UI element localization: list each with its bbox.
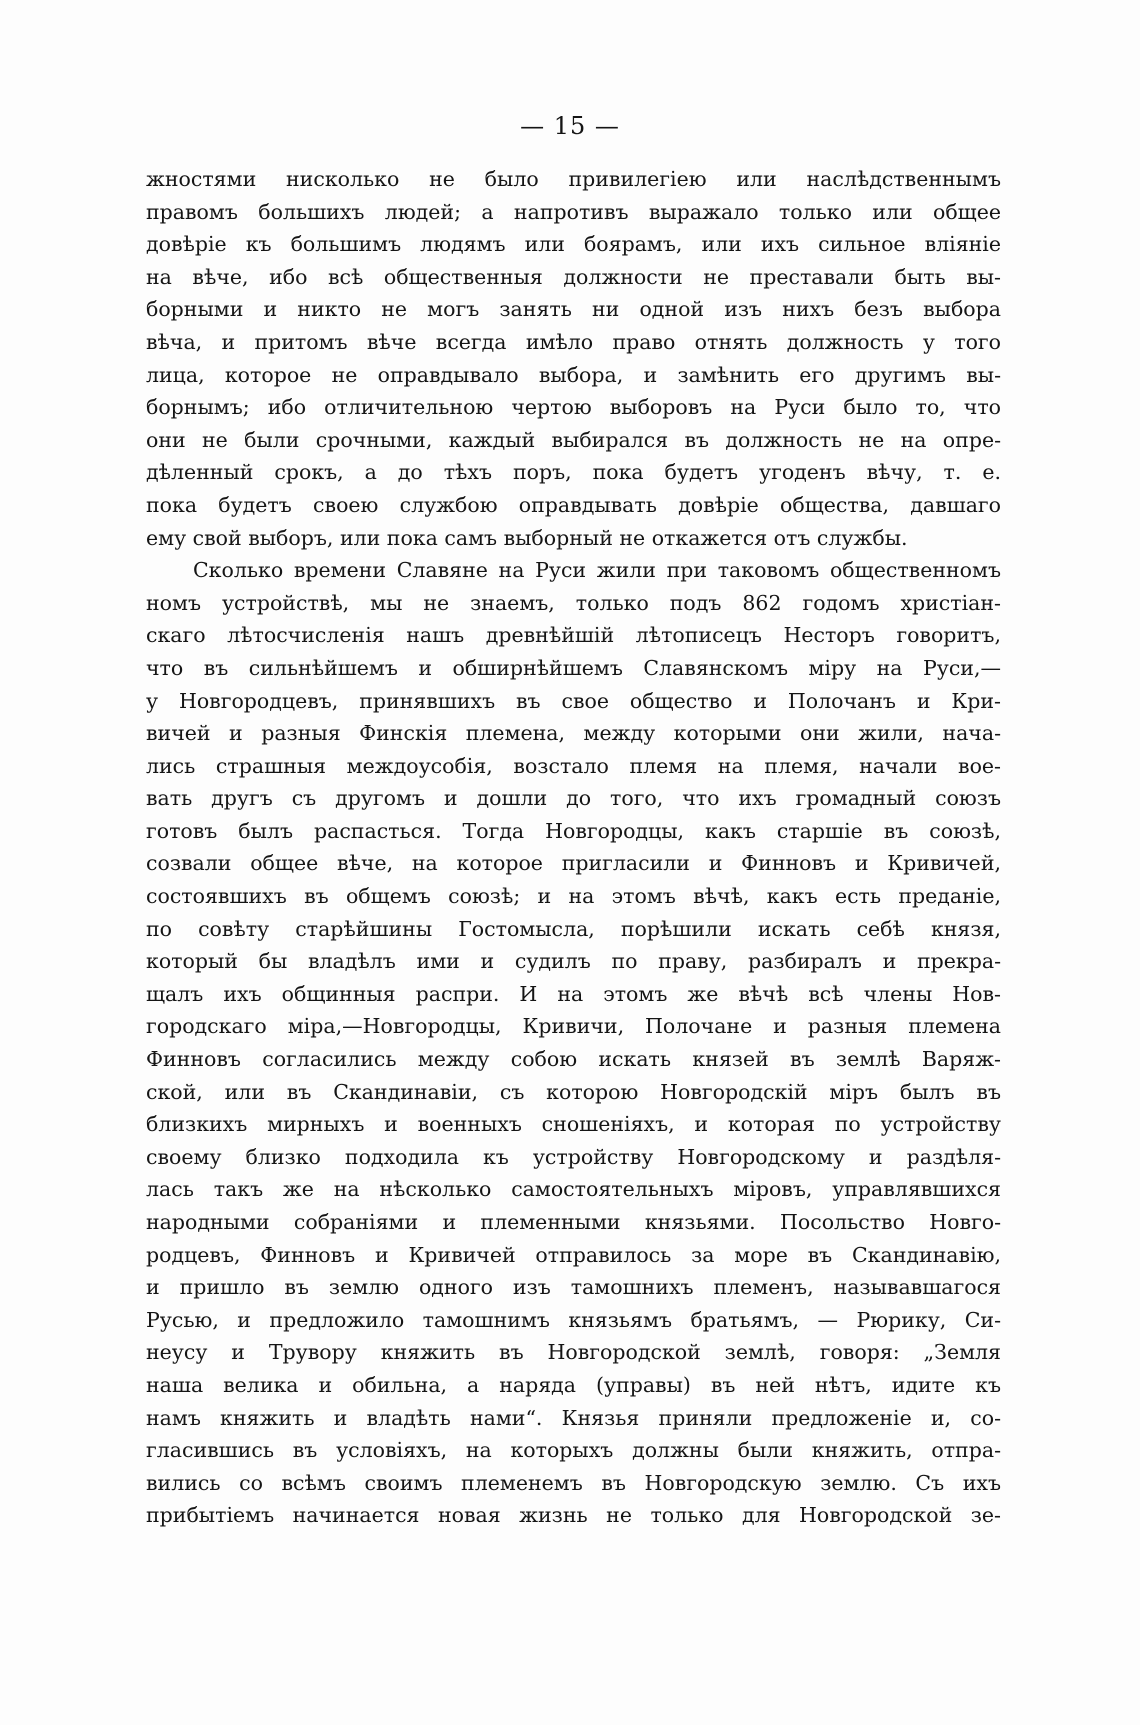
text-line: близкихъ мирныхъ и военныхъ сношеніяхъ, и которая по устройству [146, 1112, 1001, 1137]
text-line: довѣріе къ большимъ людямъ или боярамъ, или ихъ сильное вліяніе [146, 232, 1001, 257]
text-line: вичей и разныя Финскія племена, между которыми они жили, нача- [146, 721, 1001, 746]
text-line: по совѣту старѣйшины Гостомысла, порѣшили искать себѣ князя, [146, 916, 1001, 941]
text-line: жностями нисколько не было привилегіею или наслѣдственнымъ [146, 167, 1001, 191]
text-line: вѣча, и притомъ вѣче всегда имѣло право отнять должность у того [146, 329, 1001, 354]
text-line: лась такъ же на нѣсколько самостоятельныхъ міровъ, управлявшихся [146, 1177, 1001, 1202]
text-line: народными собраніями и племенными князьями. Посольство Новго- [146, 1210, 1001, 1234]
text-line: вать другъ съ другомъ и дошли до того, что ихъ громадный союзъ [146, 786, 1001, 811]
body-text [146, 163, 1001, 1532]
text-line: Финновъ согласились между собою искать князей въ землѣ Варяж- [146, 1047, 1001, 1072]
text-line: щалъ ихъ общинныя распри. И на этомъ же вѣчѣ всѣ члены Нов- [146, 981, 1001, 1006]
text-line: который бы владѣлъ ими и судилъ по праву, разбиралъ и прекра- [146, 949, 1001, 974]
text-line: гласившись въ условіяхъ, на которыхъ должны были княжить, отпра- [146, 1438, 1001, 1463]
text-line: состоявшихъ въ общемъ союзѣ; и на этомъ вѣчѣ, какъ есть преданіе, [146, 884, 1001, 909]
text-line: номъ устройствѣ, мы не знаемъ, только подъ 862 годомъ христіан- [146, 590, 1001, 615]
text-line: намъ княжить и владѣть нами“. Князья приняли предложеніе и, со- [146, 1405, 1001, 1430]
text-line: борнымъ; ибо отличительною чертою выборовъ на Руси было то, что [146, 395, 1001, 420]
text-line: что въ сильнѣйшемъ и обширнѣйшемъ Славянскомъ міру на Руси,— [146, 655, 1001, 680]
text-line: дѣленный срокъ, а до тѣхъ поръ, пока будетъ угоденъ вѣчу, т. е. [146, 460, 1001, 485]
text-line: городскаго міра,—Новгородцы, Кривичи, Полочане и разныя племена [146, 1014, 1001, 1039]
text-line: наша велика и обильна, а наряда (управы) въ ней нѣтъ, идите къ [146, 1372, 1001, 1397]
text-line: вились со всѣмъ своимъ племенемъ въ Новгородскую землю. Съ ихъ [146, 1470, 1001, 1495]
text-line: лица, которое не оправдывало выбора, и замѣнить его другимъ вы- [146, 362, 1001, 387]
text-line: Русью, и предложило тамошнимъ князьямъ братьямъ, — Рюрику, Си- [146, 1307, 1001, 1332]
paragraph-start-line: Сколько времени Славяне на Руси жили при таковомъ общественномъ [193, 558, 1001, 583]
text-line: скаго лѣтосчисленія нашъ древнѣйшій лѣтописецъ Несторъ говоритъ, [146, 623, 1001, 648]
text-line: они не были срочными, каждый выбирался въ должность не на опре- [146, 427, 1001, 452]
text-line: правомъ большихъ людей; а напротивъ выражало только или общее [146, 199, 1001, 224]
text-line: готовъ былъ распасться. Тогда Новгородцы, какъ старшіе въ союзѣ, [146, 818, 1001, 843]
text-line: своему близко подходила къ устройству Новгородскому и раздѣля- [146, 1144, 1001, 1169]
text-line: ему свой выборъ, или пока самъ выборный не откажется отъ службы. [146, 525, 908, 550]
text-line: на вѣче, ибо всѣ общественныя должности не преставали быть вы- [146, 264, 1001, 289]
text-line: неусу и Трувору княжить въ Новгородской землѣ, говоря: „Земля [146, 1340, 1001, 1365]
text-line: пока будетъ своею службою оправдывать довѣріе общества, давшаго [146, 492, 1001, 517]
text-line: у Новгородцевъ, принявшихъ въ свое общество и Полочанъ и Кри- [146, 688, 1001, 713]
page-number: — 15 — [520, 112, 620, 140]
text-line: созвали общее вѣче, на которое пригласили и Финновъ и Кривичей, [146, 851, 1001, 876]
text-line: прибытіемъ начинается новая жизнь не только для Новгородской зе- [146, 1503, 1001, 1528]
text-line: лись страшныя междоусобія, возстало племя на племя, начали вое- [146, 753, 1001, 778]
text-line: борными и никто не могъ занять ни одной изъ нихъ безъ выбора [146, 297, 1001, 322]
text-line: ской, или въ Скандинавіи, съ которою Новгородскій міръ былъ въ [146, 1079, 1001, 1104]
text-line: и пришло въ землю одного изъ тамошнихъ племенъ, называвшагося [146, 1275, 1001, 1300]
text-line: родцевъ, Финновъ и Кривичей отправилось за море въ Скандинавію, [146, 1242, 1001, 1267]
